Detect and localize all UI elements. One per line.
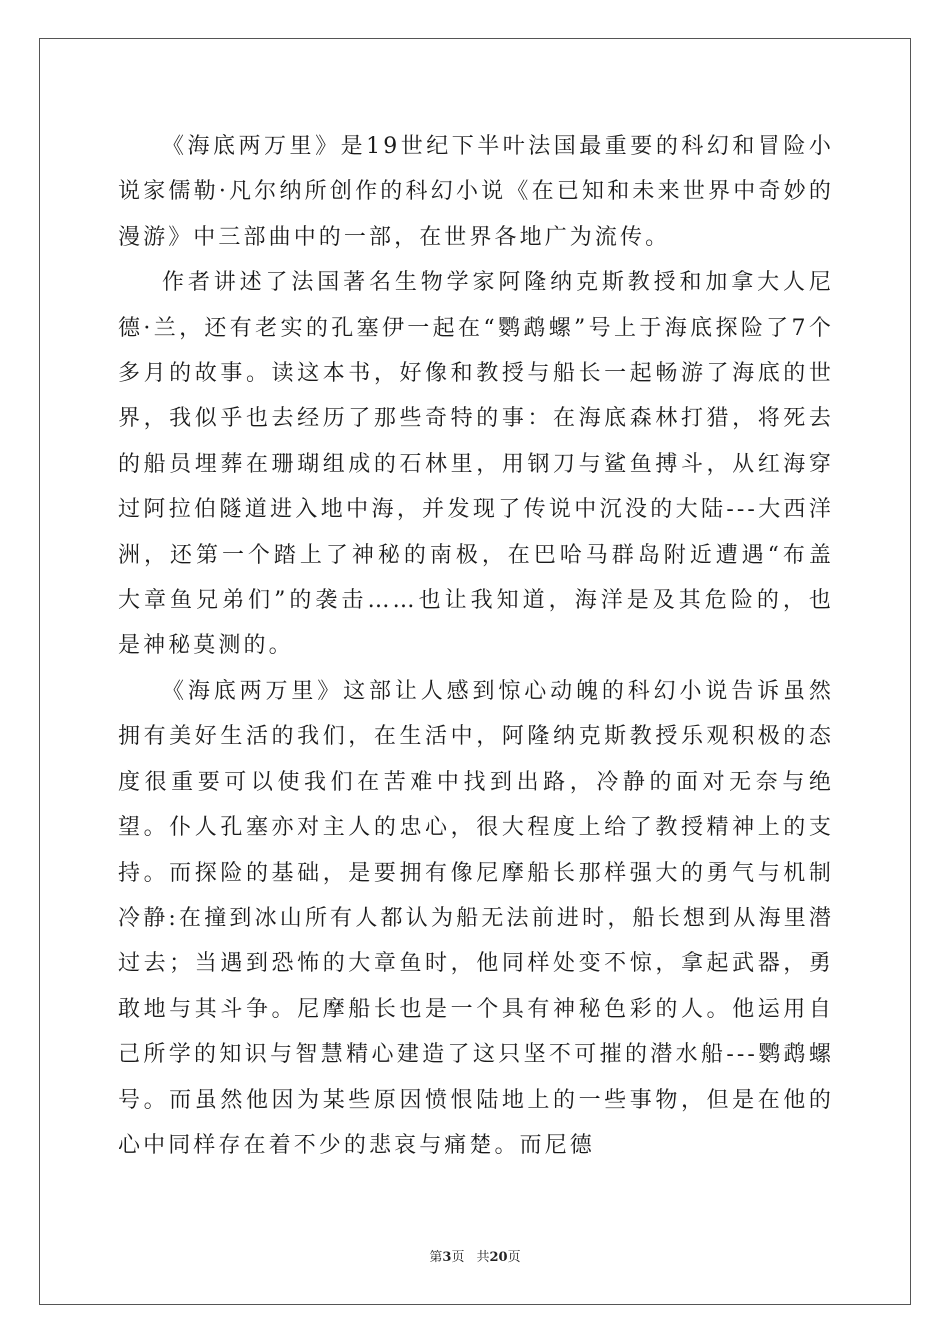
footer-total-suffix: 页 [507, 1250, 521, 1265]
document-body [118, 124, 834, 1168]
paragraph-2: 作者讲述了法国著名生物学家阿隆纳克斯教授和加拿大人尼德·兰，还有老实的孔塞伊一起在“鹦鹉螺”号上于海底探险了7个多月的故事。读这本书，好像和教授与船长一起畅游了海底的世界，我似乎也去经历了那些奇特的事：在海底森林打猎，将死去的船员埋葬在珊瑚组成的石林里，用钢刀与鲨鱼搏斗，从红海穿过阿拉伯隧道进入地中海，并发现了传说中沉没的大陆---大西洋洲，还第一个踏上了神秘的南极，在巴哈马群岛附近遭遇“布盖大章鱼兄弟们”的袭击……也让我知道，海洋是及其危险的，也是神秘莫测的。 [118, 270, 834, 659]
current-page-number: 3 [442, 1250, 452, 1265]
page-footer [0, 1246, 950, 1265]
footer-prefix: 第 [429, 1250, 443, 1265]
paragraph-1: 《海底两万里》是19世纪下半叶法国最重要的科幻和冒险小说家儒勒·凡尔纳所创作的科幻小说《在已知和未来世界中奇妙的漫游》中三部曲中的一部，在世界各地广为流传。 [118, 134, 834, 250]
footer-page-suffix: 页 [451, 1250, 465, 1265]
footer-total-prefix: 共 [476, 1250, 490, 1265]
total-page-count: 20 [489, 1250, 508, 1265]
paragraph-3: 《海底两万里》这部让人感到惊心动魄的科幻小说告诉虽然拥有美好生活的我们，在生活中，阿隆纳克斯教授乐观积极的态度很重要可以使我们在苦难中找到出路，冷静的面对无奈与绝望。仆人孔塞亦对主人的忠心，很大程度上给了教授精神上的支持。而探险的基础，是要拥有像尼摩船长那样强大的勇气与机制冷静:在撞到冰山所有人都认为船无法前进时，船长想到从海里潜过去；当遇到恐怖的大章鱼时，他同样处变不惊，拿起武器，勇敢地与其斗争。尼摩船长也是一个具有神秘色彩的人。他运用自己所学的知识与智慧精心建造了这只坚不可摧的潜水船---鹦鹉螺号。而虽然他因为某些原因愤恨陆地上的一些事物，但是在他的心中同样存在着不少的悲哀与痛楚。而尼德 [118, 678, 834, 1158]
